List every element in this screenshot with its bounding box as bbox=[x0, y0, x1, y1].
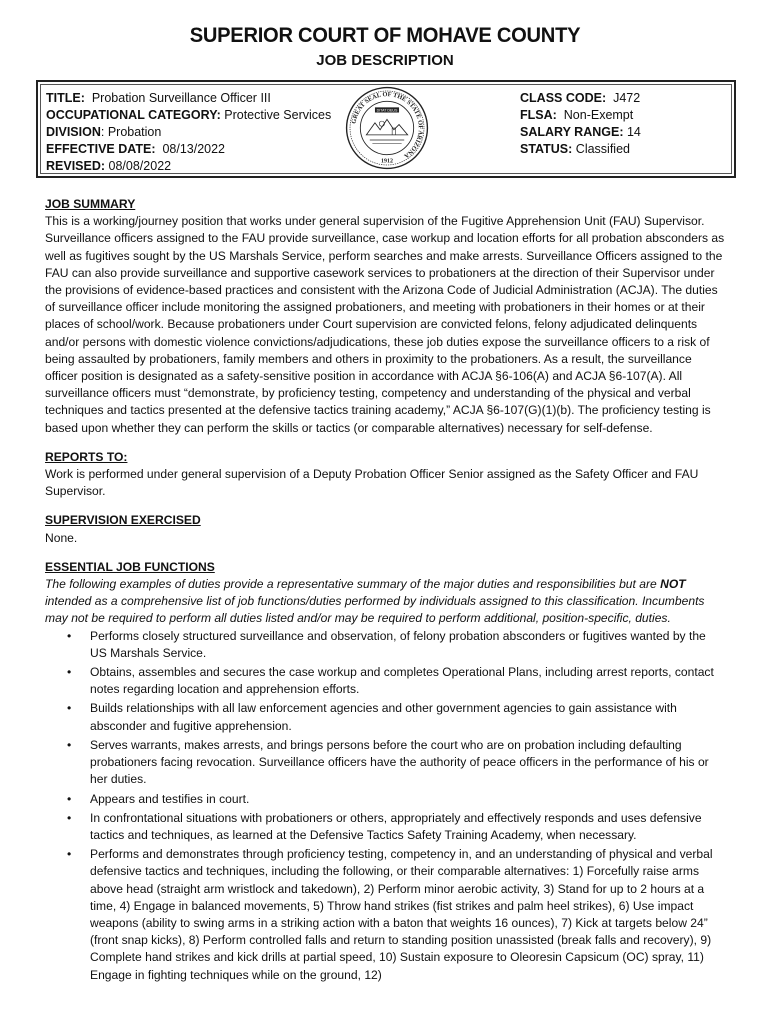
seal-ring-text: GREAT SEAL OF THE STATE OF ARIZONA bbox=[350, 91, 424, 160]
duties-list bbox=[45, 628, 725, 984]
list-item: • Serves warrants, makes arrests, and brings persons before the court who are on probation including defaulting probationers facing revocation. Surveillance officers have the authority of peace officers in the performance of his or her duties. bbox=[67, 737, 709, 787]
reports-to-text: Work is performed under general supervision of a Deputy Probation Officer Senior assigned as the Safety Officer and FAU Supervisor. bbox=[45, 467, 699, 499]
not-emphasis: NOT bbox=[660, 577, 686, 592]
job-info-box bbox=[36, 80, 736, 178]
flsa-row bbox=[520, 107, 641, 124]
document-body bbox=[45, 196, 725, 986]
essential-functions-heading: ESSENTIAL JOB FUNCTIONS bbox=[45, 559, 215, 574]
revised-label: REVISED: bbox=[46, 159, 106, 173]
bullet-icon: • bbox=[67, 847, 72, 862]
arizona-seal-icon bbox=[344, 85, 430, 171]
effective-date-value: 08/13/2022 bbox=[162, 142, 226, 156]
seal-year: 1912 bbox=[380, 158, 394, 165]
bullet-icon: • bbox=[67, 737, 72, 752]
title-value: Probation Surveillance Officer III bbox=[91, 91, 271, 105]
bullet-icon: • bbox=[67, 810, 72, 825]
court-title: SUPERIOR COURT OF MOHAVE COUNTY bbox=[189, 24, 581, 47]
bullet-icon: • bbox=[67, 628, 72, 643]
job-summary-heading: JOB SUMMARY bbox=[45, 197, 136, 211]
list-item: • Performs and demonstrates through proficiency testing, competency in, and an understanding of physical and verbal defensive tactics and techniques, including the following, or their comparable alternatives: 1) Forcefully raise arms above head (straight arm wristlock and takedown), 2) Perform minor aerobic activity, 3) Stand for up to 2 hours at a time, 4) Engage in balanced movements, 5) Throw hand strikes (fist strikes and palm heel strikes), 6) Use impact weapons (ability to swing arms in a striking action with a baton that weights 16 ounces), 7) Kick at targets below 24” (front snap kicks), 8) Perform controlled falls and return to standing position unassisted (break falls and recovery), 9) Complete hand strikes and kick drills at partial speed, 10) Sustain exposure to Oleoresin Capsicum (OC) spray, 11) Engage in fighting techniques while on the ground, 12) bbox=[67, 847, 713, 982]
class-code-value: J472 bbox=[613, 91, 641, 105]
salary-range-row bbox=[520, 124, 641, 141]
status-value: Classified bbox=[575, 142, 630, 156]
flsa-label: FLSA: bbox=[520, 108, 557, 122]
job-info-right-column bbox=[520, 90, 641, 158]
status-row bbox=[520, 141, 641, 158]
bullet-icon: • bbox=[67, 791, 72, 806]
category-label: OCCUPATIONAL CATEGORY: bbox=[46, 108, 221, 122]
document-subtitle: JOB DESCRIPTION bbox=[316, 52, 454, 69]
bullet-icon: • bbox=[67, 665, 72, 680]
revised-value: 08/08/2022 bbox=[108, 159, 172, 173]
job-info-left-column bbox=[46, 90, 331, 175]
flsa-value: Non-Exempt bbox=[563, 108, 634, 122]
seal-motto: DITAT DEUS bbox=[376, 108, 398, 113]
title-row bbox=[46, 90, 331, 107]
supervision-text: None. bbox=[45, 530, 78, 545]
list-item: • In confrontational situations with probationers or others, appropriately and effectively responds and uses defensive tactics and techniques, as learned at the Defensive Tactics Safety Training Academy, when necessary. bbox=[67, 810, 702, 842]
status-label: STATUS: bbox=[520, 142, 573, 156]
list-item: • Obtains, assembles and secures the case workup and completes Operational Plans, including arrest reports, contact notes regarding location and apprehension efforts. bbox=[67, 665, 714, 697]
category-value: Protective Services bbox=[224, 108, 332, 122]
class-code-row bbox=[520, 90, 641, 107]
effective-date-row bbox=[46, 141, 331, 158]
job-summary-text: This is a working/journey position that works under general supervision of the Fugitive Apprehension Unit (FAU) Supervisor. Surveillance officers assigned to the FAU provide surveillance, case workup and location efforts for all probation absconders as well as fugitives sought by the US Marshals Service, perform searches and make arrests. Surveillance Officers assigned to the FAU can also provide surveillance and supportive casework services to probationers at the direction of their Supervisor under the provisions of evidence-based practices and consistent with the Arizona Code of Judicial Administration (ACJA). The duties of surveillance officer include monitoring the assigned probationers, and meeting with probationers in their homes or at their places of school/work. Because probationers under Court supervision are convicted felons, felony adjudicated delinquents and/or persons with domestic violence convictions/adjudications, these job duties expose the surveillance officers to a risk of being assaulted by probationers, family members and others in proximity to the probationers. As a result, the surveillance officer position is designated as a safety-sensitive position in accordance with ACJA §6-106(A) and ACJA §6-107(A). All surveillance officers must “demonstrate, by proficiency testing, competency and understanding of the physical and verbal techniques and tactics presented at the defensive tactics training academy,” ACJA §6-107(G)(1)(b). The proficiency testing is based upon whether they can perform the skills or tactics (or comparable alternatives) necessary for self-defense. bbox=[45, 214, 725, 435]
revised-row bbox=[46, 158, 331, 175]
list-item: • Performs closely structured surveillance and observation, of felony probation absconders or fugitives wanted by the US Marshals Service. bbox=[67, 628, 706, 660]
essential-functions-intro: The following examples of duties provide a representative summary of the major duties and responsibilities but are NOT intended as a comprehensive list of job functions/duties performed by individuals assigned to this classification. Incumbents may not be required to perform all duties listed and/or may be required to perform additional, position-specific, duties. bbox=[45, 577, 705, 626]
title-label: TITLE: bbox=[46, 91, 85, 105]
reports-to-heading: REPORTS TO: bbox=[45, 449, 128, 464]
category-row bbox=[46, 107, 331, 124]
class-code-label: CLASS CODE: bbox=[520, 91, 607, 105]
division-value: : Probation bbox=[100, 125, 162, 139]
division-row bbox=[46, 124, 331, 141]
list-item: • Builds relationships with all law enforcement agencies and other government agencies to gain assistance with absconder and fugitive apprehension. bbox=[67, 701, 677, 733]
effective-date-label: EFFECTIVE DATE: bbox=[46, 142, 156, 156]
division-label: DIVISION bbox=[46, 125, 101, 139]
salary-range-label: SALARY RANGE: bbox=[520, 125, 624, 139]
bullet-icon: • bbox=[67, 701, 72, 716]
supervision-heading: SUPERVISION EXERCISED bbox=[45, 513, 201, 528]
list-item: • Appears and testifies in court. bbox=[45, 791, 725, 808]
salary-range-value: 14 bbox=[626, 125, 641, 139]
